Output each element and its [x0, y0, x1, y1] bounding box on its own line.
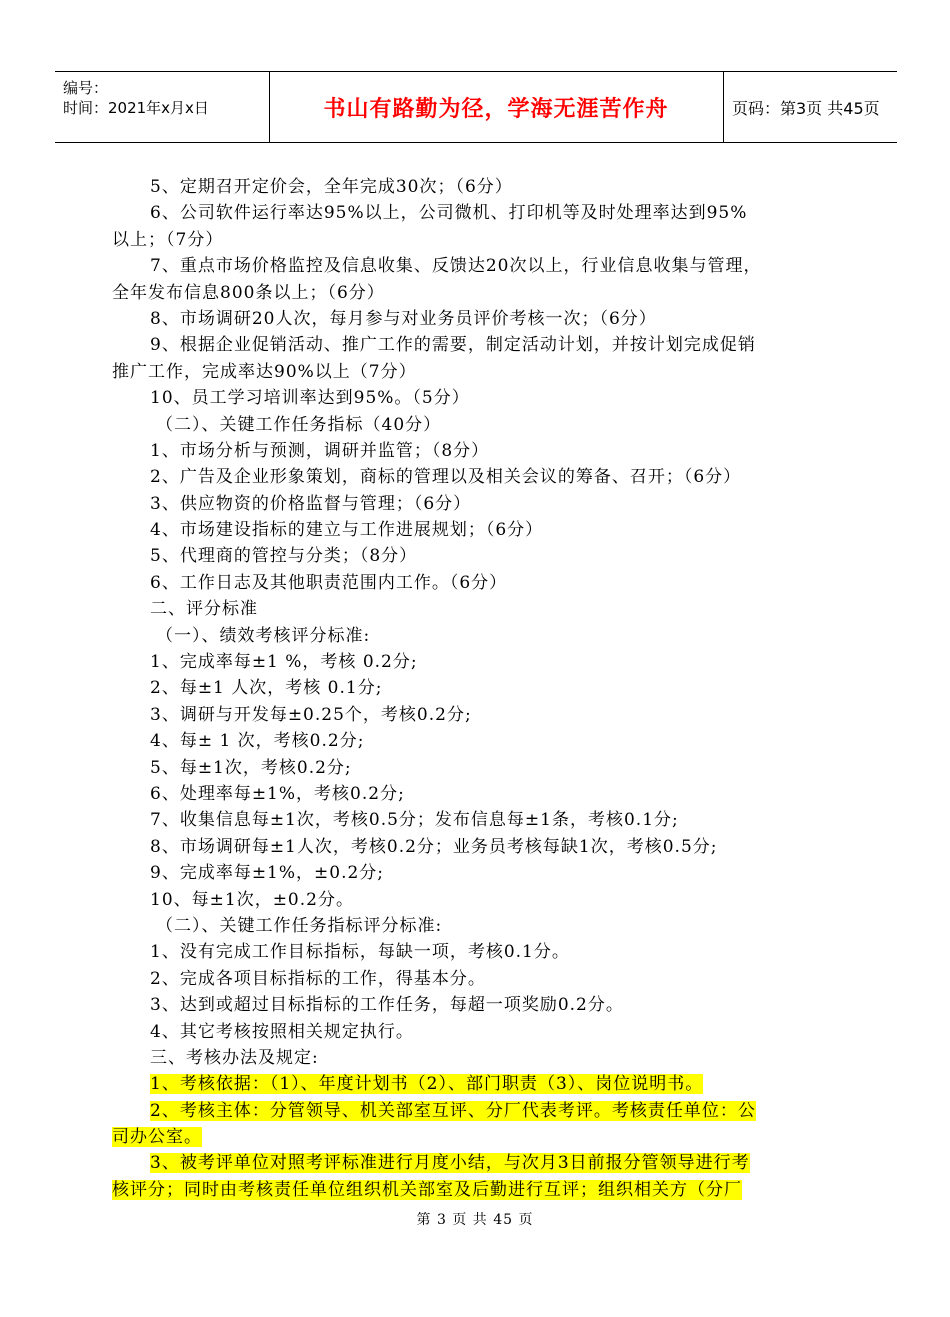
section-heading: 二、评分标准	[150, 599, 258, 620]
text-line: 6、公司软件运行率达95%以上，公司微机、打印机等及时处理率达到95%	[150, 203, 748, 224]
text-line: 1、完成率每±1 %，考核 0.2分;	[150, 652, 418, 673]
text-line: 9、根据企业促销活动、推广工作的需要，制定活动计划，并按计划完成促销	[150, 335, 756, 356]
text-line: 全年发布信息800条以上；（6分）	[112, 282, 385, 303]
text-line: 1、没有完成工作目标指标，每缺一项，考核0.1分。	[150, 942, 570, 963]
text-line: 9、完成率每±1%，±0.2分;	[150, 863, 385, 884]
header-divider	[269, 72, 270, 142]
highlighted-line	[112, 1071, 840, 1097]
text-line: 10、员工学习培训率达到95%。（5分）	[150, 388, 470, 409]
text-line: 10、每±1次，±0.2分。	[150, 889, 354, 910]
text-line: 3、达到或超过目标指标的工作任务，每超一项奖励0.2分。	[150, 995, 624, 1016]
motto-text: 书山有路勤为径，学海无涯苦作舟	[323, 96, 669, 122]
text-line: 5、代理商的管控与分类；（8分）	[150, 546, 418, 567]
highlight-text: 2、考核主体：分管领导、机关部室互评、分厂代表考评。考核责任单位：公	[150, 1100, 756, 1121]
section-heading: （二）、关键工作任务指标评分标准:	[156, 915, 443, 936]
text-line: 6、处理率每±1%，考核0.2分;	[150, 783, 405, 804]
time-label: 时间：2021年x月x日	[63, 99, 209, 117]
highlighted-line	[112, 1124, 840, 1150]
text-line: 7、收集信息每±1次，考核0.5分；发布信息每±1条，考核0.1分;	[150, 810, 679, 831]
text-line: 7、重点市场价格监控及信息收集、反馈达20次以上，行业信息收集与管理，	[150, 256, 762, 277]
text-line: 5、每±1次，考核0.2分;	[150, 757, 352, 778]
highlighted-line	[112, 1098, 840, 1124]
text-line: 以上；（7分）	[112, 229, 224, 250]
text-line: 6、工作日志及其他职责范围内工作。（6分）	[150, 572, 508, 593]
text-line: 2、广告及企业形象策划，商标的管理以及相关会议的筹备、召开；（6分）	[150, 467, 742, 488]
header-meta	[55, 72, 269, 142]
text-line: 推广工作，完成率达90%以上（7分）	[112, 361, 417, 382]
text-line: 2、每±1 人次，考核 0.1分;	[150, 678, 383, 699]
page-footer: 第 3 页 共 45 页	[416, 1212, 534, 1228]
section-heading: （二）、关键工作任务指标（40分）	[156, 414, 442, 435]
highlight-text: 核评分；同时由考核责任单位组织机关部室及后勤进行互评；组织相关方（分厂	[112, 1179, 742, 1200]
highlighted-line	[112, 1177, 840, 1203]
section-heading: （一）、绩效考核评分标准:	[156, 625, 371, 646]
highlight-text: 1、考核依据：（1）、年度计划书（2）、部门职责（3）、岗位说明书。	[150, 1074, 704, 1095]
text-line: 4、其它考核按照相关规定执行。	[150, 1021, 414, 1042]
page-info: 页码：第3页 共45页	[732, 98, 880, 118]
text-line: 8、市场调研20人次，每月参与对业务员评价考核一次；（6分）	[150, 308, 657, 329]
page-header	[55, 71, 897, 143]
text-line: 8、市场调研每±1人次，考核0.2分；业务员考核每缺1次，考核0.5分;	[150, 836, 718, 857]
text-line: 5、定期召开定价会，全年完成30次；（6分）	[150, 177, 513, 197]
text-line: 4、每± 1 次，考核0.2分;	[150, 731, 365, 752]
highlighted-line	[112, 1150, 840, 1176]
section-heading: 三、考核办法及规定:	[150, 1047, 319, 1068]
highlight-text: 司办公室。	[112, 1127, 202, 1148]
text-line: 3、调研与开发每±0.25个，考核0.2分;	[150, 704, 472, 725]
text-line: 1、市场分析与预测，调研并监管；（8分）	[150, 440, 490, 461]
text-line: 4、市场建设指标的建立与工作进展规划；（6分）	[150, 520, 544, 541]
number-label: 编号：	[63, 79, 109, 97]
document-body	[112, 174, 840, 1203]
text-line: 2、完成各项目标指标的工作，得基本分。	[150, 968, 486, 989]
text-line: 3、供应物资的价格监督与管理；（6分）	[150, 493, 472, 514]
highlight-text: 3、被考评单位对照考评标准进行月度小结，与次月3日前报分管领导进行考	[150, 1153, 750, 1174]
